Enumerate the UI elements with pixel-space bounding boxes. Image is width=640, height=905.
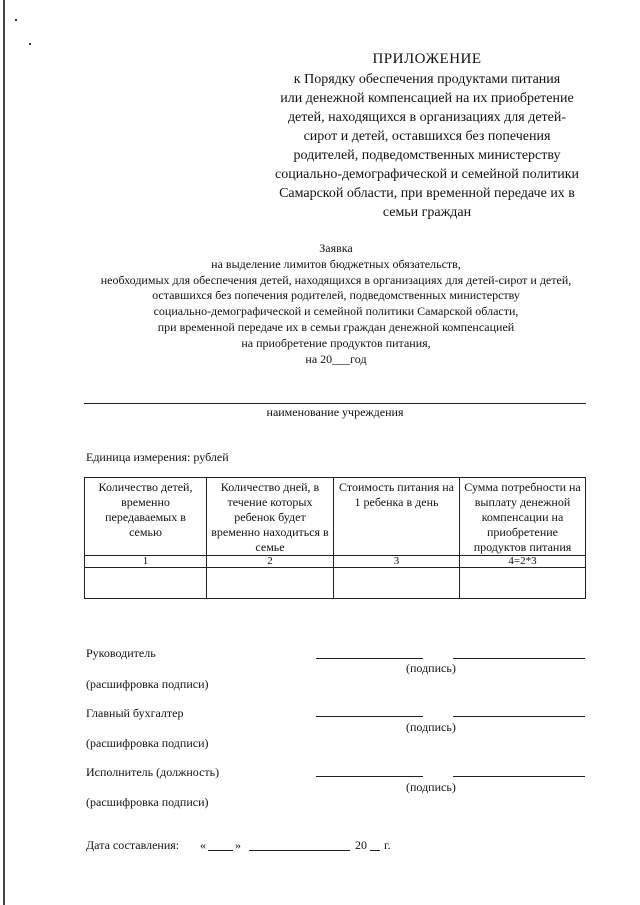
institution-name-field[interactable] [84,403,586,404]
request-line: оставшихся без попечения родителей, подведомственных министерству [152,288,520,303]
date-open-quote: « [200,838,206,852]
table-row [85,568,586,599]
date-label: Дата составления: [86,838,180,852]
appendix-line: или денежной компенсацией на их приобретение [280,91,574,106]
request-line: на выделение лимитов бюджетных обязательств, [211,256,461,271]
table-number-cell: 2 [207,556,334,568]
head-label: Руководитель [86,646,156,660]
request-table [84,477,586,599]
chief-accountant-label: Главный бухгалтер [86,706,184,720]
appendix-heading: ПРИЛОЖЕНИЕ [372,51,482,67]
appendix-line: семьи граждан [382,205,472,220]
table-data-cell[interactable] [334,568,460,599]
signature-caption: (подпись) [406,780,456,794]
executor-name-field[interactable] [453,776,585,777]
request-title: Заявка [319,241,353,255]
table-header-cell: Количество детей, временно передаваемых в семью [85,478,207,556]
date-day-field[interactable] [208,850,233,851]
appendix-line: социально-демографической и семейной политики [274,167,579,182]
signature-caption: (подпись) [406,720,456,734]
chief-accountant-signature-field[interactable] [316,716,423,717]
table-number-cell: 3 [334,556,460,568]
chief-accountant-name-field[interactable] [453,716,585,717]
request-line: на приобретение продуктов питания, [241,335,431,350]
table-header-cell: Количество дней, в течение которых ребенок будет временно находиться в семье [207,478,334,556]
head-name-field[interactable] [453,658,585,659]
scan-edge-mark [3,0,5,905]
appendix-block [262,50,592,222]
decoding-caption: (расшифровка подписи) [86,677,209,691]
table-number-cell: 1 [85,556,207,568]
signature-caption: (подпись) [406,661,456,675]
executor-signature-field[interactable] [316,776,423,777]
request-block [60,241,612,367]
appendix-line: родителей, подведомственных министерству [293,148,561,163]
table-header-cell: Сумма потребности на выплату денежной компенсации на приобретение продуктов питания [460,478,586,556]
appendix-line: сирот и детей, оставшихся без попечения [303,129,551,144]
table-number-row [85,556,586,568]
date-month-field[interactable] [249,850,350,851]
table-header-cell: Стоимость питания на 1 ребенка в день [334,478,460,556]
request-year-line: на 20___год [305,351,367,366]
date-close-quote: » [235,838,241,852]
head-signature-field[interactable] [316,658,423,659]
table-number-cell: 4=2*3 [460,556,586,568]
institution-caption: наименование учреждения [266,405,404,419]
date-year-suffix: г. [384,838,391,852]
table-header-row [85,478,586,556]
appendix-line: к Порядку обеспечения продуктами питания [293,72,561,87]
unit-label: Единица измерения: рублей [86,450,229,464]
decoding-caption: (расшифровка подписи) [86,736,209,750]
table-data-cell[interactable] [207,568,334,599]
date-year-prefix: 20 [355,838,367,852]
decoding-caption: (расшифровка подписи) [86,795,209,809]
appendix-line: Самарской области, при временной передаче их в [279,186,575,201]
scan-dot [29,43,31,45]
executor-label: Исполнитель (должность) [86,765,220,779]
appendix-line: детей, находящихся в организациях для детей- [287,110,567,125]
table-data-cell[interactable] [85,568,207,599]
date-year-field[interactable] [370,850,380,851]
request-line: социально-демографической и семейной политики Самарской области, [153,304,519,319]
scan-dot [15,19,17,21]
request-line: при временной передаче их в семьи граждан денежной компенсацией [157,319,515,334]
table-data-cell[interactable] [460,568,586,599]
request-line: необходимых для обеспечения детей, находящихся в организациях для детей-сирот и детей, [100,272,572,287]
